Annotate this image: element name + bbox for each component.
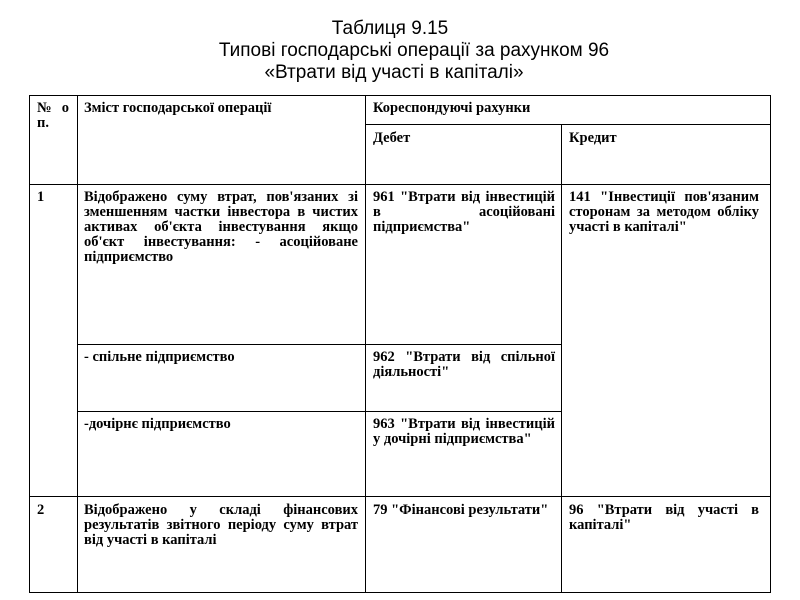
header-content: Зміст господарської операції	[84, 100, 272, 116]
row4-content: Відображено у складі фінансових результатів звітного періоду суму втрат від участі в капіталі	[84, 502, 358, 548]
header-num: № о п.	[37, 100, 69, 131]
row2-debit: 962 "Втрати від спільної діяльності"	[373, 349, 555, 380]
table-subtitle: «Втрати від участі в капіталі»	[264, 62, 524, 83]
grid-line-header-split	[365, 124, 771, 125]
row2-content: - спільне підприємство	[84, 349, 235, 365]
row4-credit: 96 "Втрати від участі в капіталі"	[569, 502, 759, 533]
grid-line-header-bottom	[29, 184, 771, 185]
header-debit: Дебет	[373, 130, 411, 146]
row3-debit: 963 "Втрати від інвестицій у дочірні підприємства"	[373, 416, 555, 447]
row4-debit: 79 "Фінансові результати"	[373, 502, 549, 518]
row1-credit: 141 "Інвестиції пов'язаним сторонам за методом обліку участі в капіталі"	[569, 189, 759, 235]
grid-line-left	[29, 95, 30, 593]
row3-content: -дочірнє підприємство	[84, 416, 231, 432]
grid-line-row2-bottom	[77, 411, 561, 412]
grid-line-bottom	[29, 592, 771, 593]
row1-num: 1	[37, 189, 45, 205]
row4-num: 2	[37, 502, 45, 518]
row1-content: Відображено суму втрат, пов'язаних зі зменшенням частки інвестора в чистих активах об'єкта інвестування якщо об'єкт інвестування: - асоційоване підприємство	[84, 189, 358, 265]
grid-line-top	[29, 95, 771, 96]
grid-line-num-col	[77, 95, 78, 593]
grid-line-debit-col	[561, 124, 562, 593]
row1-debit: 961 "Втрати від інвестицій в асоційовані підприємства"	[373, 189, 555, 235]
table-title: Типові господарські операції за рахунком 96	[218, 40, 610, 61]
header-credit: Кредит	[569, 130, 617, 146]
header-accounts: Кореспондуючі рахунки	[373, 100, 531, 116]
table-number: Таблиця 9.15	[331, 18, 449, 39]
grid-line-right	[770, 95, 771, 593]
grid-line-content-col	[365, 95, 366, 593]
grid-line-row1-bottom	[77, 344, 561, 345]
grid-line-row3-bottom	[29, 496, 771, 497]
